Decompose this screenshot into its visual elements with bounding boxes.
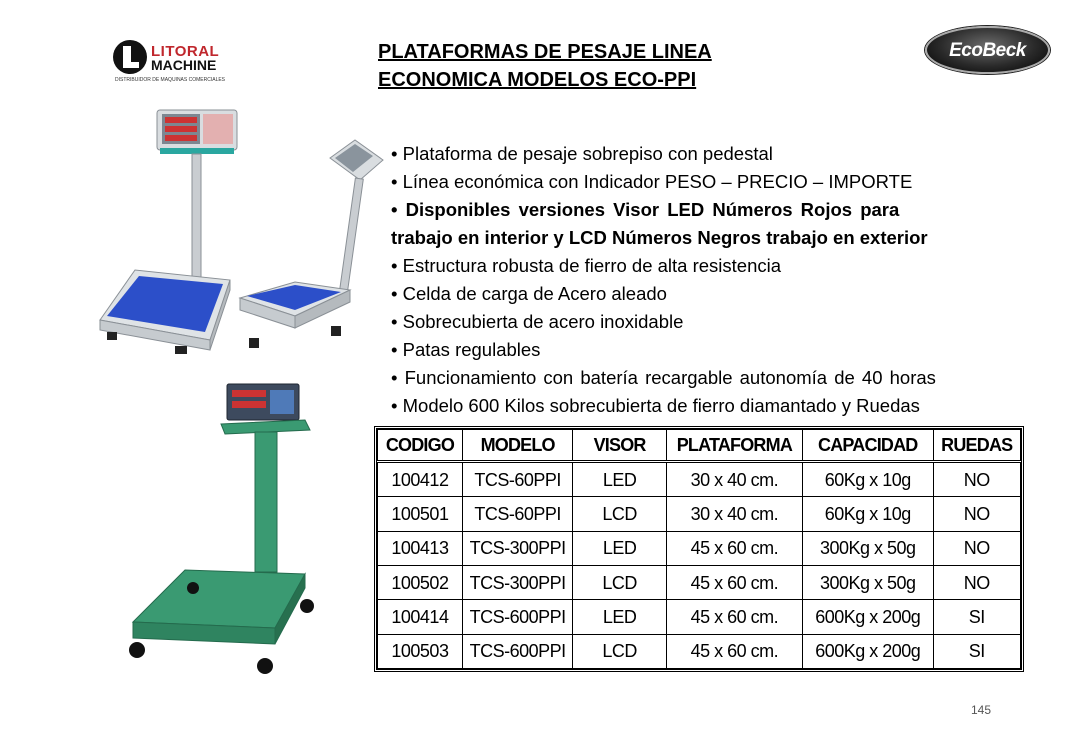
cell-codigo: 100503: [378, 634, 463, 668]
table-row: [378, 634, 1021, 668]
cell-plataforma: 45 x 60 cm.: [666, 531, 802, 565]
logo-tagline: DISTRIBUIDOR DE MAQUINAS COMERCIALES: [115, 77, 226, 83]
title-line1: PLATAFORMAS DE PESAJE LINEA: [378, 41, 712, 63]
cell-capacidad: 60Kg x 10g: [803, 497, 934, 531]
logo-line2: MACHINE: [151, 57, 217, 73]
cell-ruedas: NO: [933, 462, 1020, 497]
cell-capacidad: 600Kg x 200g: [803, 634, 934, 668]
ecobeck-logo-text: EcoBeck: [949, 40, 1026, 61]
col-header-modelo: MODELO: [462, 430, 573, 462]
cell-ruedas: NO: [933, 531, 1020, 565]
cell-visor: LED: [573, 462, 666, 497]
cell-ruedas: SI: [933, 634, 1020, 668]
table-header-row: [378, 430, 1021, 462]
cell-modelo: TCS-60PPI: [462, 462, 573, 497]
cell-capacidad: 60Kg x 10g: [803, 462, 934, 497]
feature-item: • Línea económica con Indicador PESO – PRECIO – IMPORTE: [391, 171, 913, 192]
title-line2: ECONOMICA MODELOS ECO-PPI: [378, 69, 697, 91]
page-title: [378, 38, 712, 94]
cell-visor: LCD: [573, 566, 666, 600]
cell-capacidad: 300Kg x 50g: [803, 566, 934, 600]
feature-item: • Modelo 600 Kilos sobrecubierta de fierro diamantado y Ruedas: [391, 395, 920, 416]
cell-plataforma: 45 x 60 cm.: [666, 634, 802, 668]
feature-item: • Celda de carga de Acero aleado: [391, 283, 667, 304]
cell-modelo: TCS-600PPI: [462, 634, 573, 668]
cell-plataforma: 45 x 60 cm.: [666, 566, 802, 600]
cell-modelo: TCS-300PPI: [462, 566, 573, 600]
col-header-ruedas: RUEDAS: [933, 430, 1020, 462]
feature-list: [391, 140, 1016, 420]
cell-codigo: 100412: [378, 462, 463, 497]
scale-image-green: [125, 382, 320, 682]
table-row: [378, 566, 1021, 600]
table-row: [378, 600, 1021, 634]
feature-item: • Estructura robusta de fierro de alta resistencia: [391, 255, 782, 276]
models-table: [374, 426, 1024, 672]
feature-item: • Disponibles versiones Visor LED Números Rojos para: [391, 199, 900, 220]
cell-ruedas: SI: [933, 600, 1020, 634]
logo-l-icon: [113, 40, 147, 74]
cell-codigo: 100413: [378, 531, 463, 565]
cell-visor: LCD: [573, 634, 666, 668]
cell-ruedas: NO: [933, 566, 1020, 600]
page-number: 145: [971, 703, 992, 717]
ecobeck-logo: [925, 26, 1050, 74]
cell-modelo: TCS-600PPI: [462, 600, 573, 634]
cell-plataforma: 30 x 40 cm.: [666, 462, 802, 497]
col-header-capacidad: CAPACIDAD: [803, 430, 934, 462]
table-row: [378, 531, 1021, 565]
cell-visor: LED: [573, 600, 666, 634]
cell-visor: LED: [573, 531, 666, 565]
feature-item-continuation: trabajo en interior y LCD Números Negros trabajo en exterior: [391, 227, 928, 248]
cell-modelo: TCS-60PPI: [462, 497, 573, 531]
cell-visor: LCD: [573, 497, 666, 531]
col-header-plataforma: PLATAFORMA: [666, 430, 802, 462]
feature-item: • Sobrecubierta de acero inoxidable: [391, 311, 684, 332]
col-header-visor: VISOR: [573, 430, 666, 462]
scale-image-blue-small: [235, 138, 385, 350]
table-row: [378, 497, 1021, 531]
cell-capacidad: 600Kg x 200g: [803, 600, 934, 634]
cell-modelo: TCS-300PPI: [462, 531, 573, 565]
cell-codigo: 100502: [378, 566, 463, 600]
cell-capacidad: 300Kg x 50g: [803, 531, 934, 565]
cell-plataforma: 30 x 40 cm.: [666, 497, 802, 531]
scale-image-blue-large: [95, 100, 240, 362]
litoral-machine-logo: [113, 40, 226, 86]
feature-item: • Funcionamiento con batería recargable autonomía de 40 horas: [391, 367, 936, 388]
feature-item: • Plataforma de pesaje sobrepiso con pedestal: [391, 143, 773, 164]
table-row: [378, 462, 1021, 497]
feature-item: • Patas regulables: [391, 339, 541, 360]
logo-line1: LITORAL: [151, 43, 220, 60]
cell-ruedas: NO: [933, 497, 1020, 531]
col-header-codigo: CODIGO: [378, 430, 463, 462]
cell-codigo: 100414: [378, 600, 463, 634]
cell-codigo: 100501: [378, 497, 463, 531]
cell-plataforma: 45 x 60 cm.: [666, 600, 802, 634]
